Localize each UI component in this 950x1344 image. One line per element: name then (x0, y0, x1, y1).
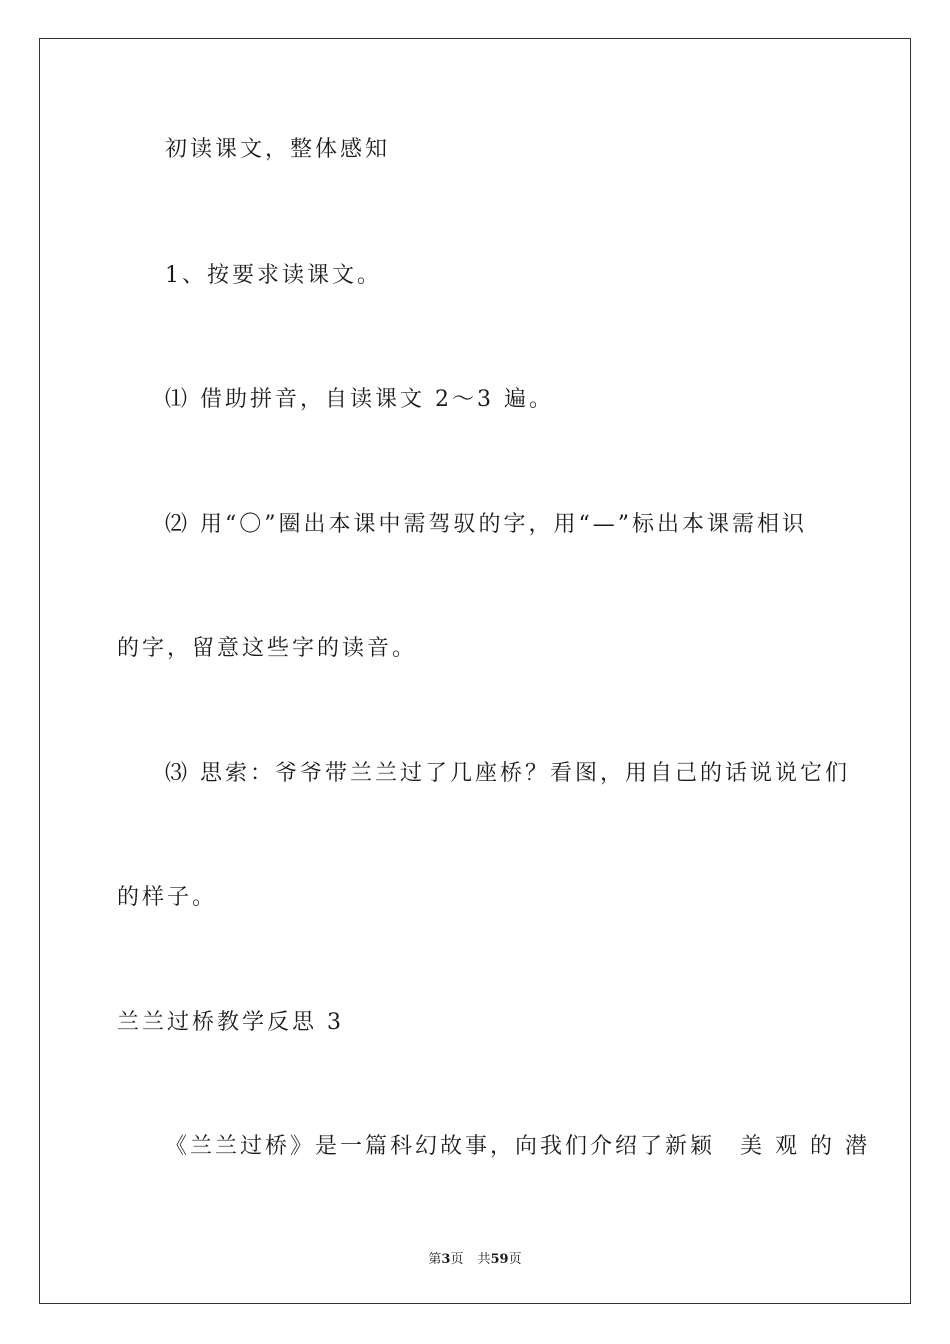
article-title: 兰兰过桥教学反思 3 (117, 1010, 344, 1035)
footer-page-total: 59 (490, 1252, 509, 1267)
instruction-item-2: ⑵ 用“〇”圈出本课中需驾驭的字，用“—”标出本课需相识 (165, 512, 807, 537)
instruction-item-2-cont: 的字，留意这些字的读音。 (117, 636, 418, 661)
footer-total-unit: 页 (508, 1252, 522, 1267)
footer-page-prefix: 第 (428, 1252, 442, 1267)
instruction-item-3-cont: 的样子。 (117, 885, 218, 910)
section-heading: 初读课文，整体感知 (165, 137, 391, 162)
footer-page-current: 3 (441, 1252, 451, 1267)
footer-page-unit: 页 (450, 1252, 464, 1267)
footer-total-prefix: 共 (477, 1252, 491, 1267)
instruction-item-1: ⑴ 借助拼音，自读课文 2～3 遍。 (165, 387, 554, 412)
instruction-item-3: ⑶ 思索：爷爷带兰兰过了几座桥？看图，用自己的话说说它们 (165, 761, 850, 786)
page-footer (0, 1248, 950, 1267)
page-frame (39, 38, 911, 1304)
body-paragraph: 《兰兰过桥》是一篇科幻故事，向我们介绍了新颖 美 观 的 潜 (165, 1134, 870, 1159)
instruction-line: 1、按要求读课文。 (165, 263, 382, 288)
